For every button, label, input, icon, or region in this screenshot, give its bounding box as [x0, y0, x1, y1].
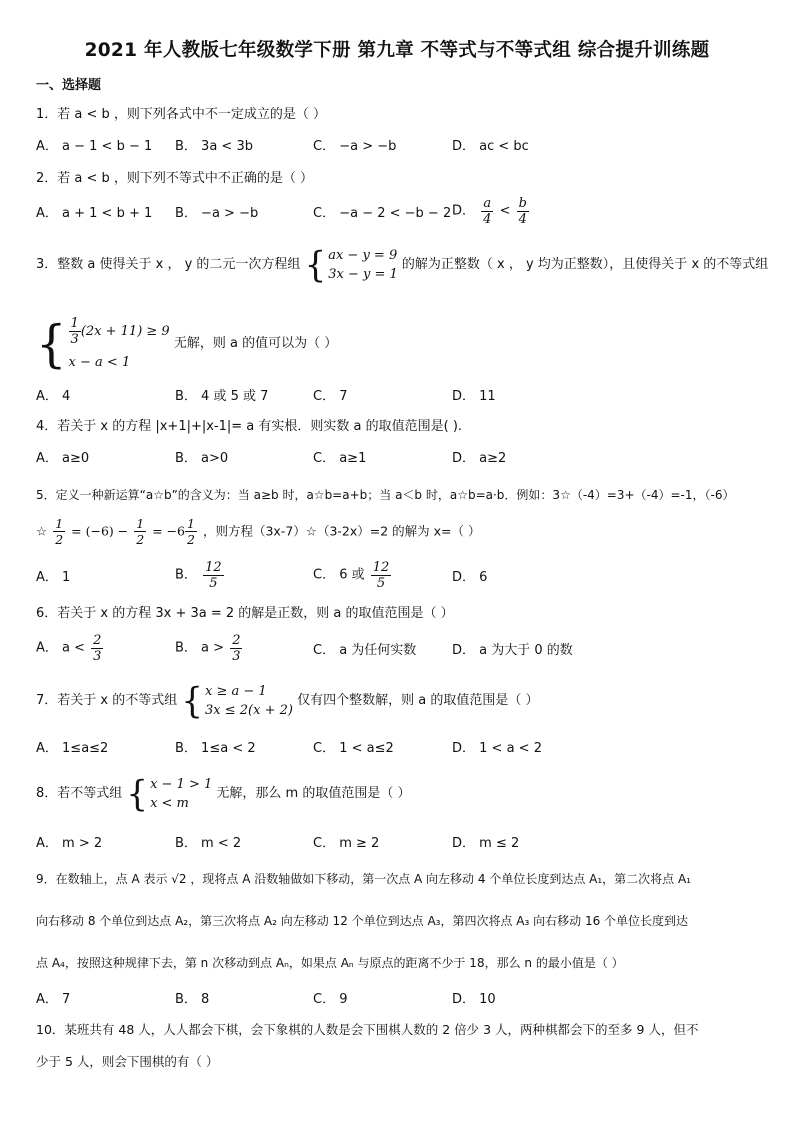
inequality-2: x − a < 1	[68, 355, 131, 370]
q8-option-b: B． m < 2	[175, 836, 242, 851]
question-10-line-1: 10．某班共有 48 人，人人都会下棋，会下象棋的人数是会下围棋人数的 2 倍少 3 人，两种棋都会下的至多 9 人，但不	[36, 1022, 699, 1037]
q6-option-b-label: B． a >	[175, 640, 225, 656]
q7-option-b: B． 1≤a < 2	[175, 741, 256, 756]
denominator: 5	[376, 576, 386, 591]
inequality-2: x < m	[150, 796, 189, 811]
question-5-line-1: 5．定义一种新运算“a☆b”的含义为：当 a≥b 时，a☆b=a+b；当 a＜b 时，a☆b=a·b．例如：3☆（-4）=3+（-4）=-1，（-6）	[36, 488, 735, 502]
inequality-1: x ≥ a − 1	[205, 684, 267, 699]
page-title: 2021 年人教版七年级数学下册 第九章 不等式与不等式组 综合提升训练题	[84, 40, 710, 61]
q3-option-c: C． 7	[313, 389, 348, 404]
q9-option-b: B． 8	[175, 992, 210, 1007]
q3-option-a: A． 4	[36, 389, 71, 404]
equation-1: ax − y = 9	[328, 248, 398, 263]
q6-option-a-label: A． a <	[36, 640, 86, 656]
denominator: 5	[209, 576, 218, 591]
equation-system	[305, 246, 398, 284]
question-10-line-2: 少于 5 人，则会下围棋的有（ ）	[36, 1054, 219, 1069]
question-7	[36, 682, 538, 720]
numerator: 12	[205, 560, 222, 575]
q8-option-a: A． m > 2	[36, 836, 103, 851]
numerator: 12	[372, 560, 390, 575]
q9-option-c: C． 9	[313, 992, 348, 1007]
denominator: 2	[136, 532, 145, 547]
numerator: 1	[136, 516, 145, 531]
expression: = (−6) −	[71, 523, 129, 539]
inequality-1: x − 1 > 1	[150, 777, 213, 792]
q3-text-2: 的解为正整数（ x ， y 均为正整数），且使得关于 x 的不等式组	[401, 257, 769, 272]
fraction	[185, 516, 197, 547]
fraction	[53, 516, 65, 547]
q1-option-b: B． 3a < 3b	[175, 139, 253, 154]
left-brace: {	[126, 773, 149, 815]
question-5-line-2	[36, 516, 481, 547]
denominator: 4	[483, 212, 492, 227]
q5-option-a: A． 1	[36, 570, 71, 585]
q2-option-c: C． −a − 2 < −b − 2	[313, 206, 452, 221]
q3-option-b: B． 4 或 5 或 7	[175, 389, 269, 404]
q5-text: ，则方程（3x-7）☆（3-2x）=2 的解为 x=（ ）	[202, 523, 481, 539]
denominator: 2	[187, 532, 195, 547]
question-3-line-1	[36, 246, 768, 284]
star-operator: ☆	[36, 523, 48, 539]
q5-option-b-label: B．	[175, 567, 197, 583]
q4-option-a: A． a≥0	[36, 451, 90, 466]
inequality-2: 3x ≤ 2(x + 2)	[205, 703, 293, 718]
fraction	[91, 633, 103, 664]
numerator: 2	[93, 633, 102, 648]
q7-option-a: A． 1≤a≤2	[36, 741, 109, 756]
q2-option-a: A． a + 1 < b + 1	[36, 206, 153, 221]
numerator: 1	[70, 316, 79, 331]
q7-text-1: 7．若关于 x 的不等式组	[36, 693, 178, 708]
q5-option-b	[175, 560, 226, 591]
operator: <	[499, 203, 511, 219]
q5-option-c	[313, 560, 393, 591]
equation-2: 3x − y = 1	[328, 267, 398, 282]
fraction	[481, 196, 493, 227]
q8-text-1: 8．若不等式组	[36, 786, 123, 801]
q2-option-d-label: D．	[452, 203, 476, 219]
q4-option-d: D． a≥2	[452, 451, 507, 466]
q4-option-b: B． a>0	[175, 451, 229, 466]
question-1: 1．若 a < b ，则下列各式中不一定成立的是（ ）	[36, 107, 327, 122]
q7-option-d: D． 1 < a < 2	[452, 741, 542, 756]
q8-option-c: C． m ≥ 2	[313, 836, 380, 851]
q5-option-d: D． 6	[452, 570, 488, 585]
expression: = −6	[152, 523, 186, 539]
inequality-system	[36, 316, 170, 372]
numerator: a	[483, 196, 492, 211]
question-4: 4．若关于 x 的方程 |x+1|+|x-1|= a 有实根．则实数 a 的取值范围是( ).	[36, 419, 463, 434]
q6-option-a	[36, 633, 105, 664]
q3-option-d: D． 11	[452, 389, 496, 404]
denominator: 3	[93, 649, 102, 664]
question-6: 6．若关于 x 的方程 3x + 3a = 2 的解是正数，则 a 的取值范围是（ ）	[36, 606, 454, 621]
q3-text-3: 无解，则 a 的值可以为（ ）	[173, 336, 338, 351]
q2-option-b: B． −a > −b	[175, 206, 259, 221]
fraction	[517, 196, 529, 227]
q8-text-2: 无解，那么 m 的取值范围是（ ）	[216, 786, 411, 801]
fraction	[69, 316, 81, 347]
inequality-1: (2x + 11) ≥ 9	[80, 324, 170, 339]
inequality-system	[126, 775, 212, 813]
numerator: 1	[55, 516, 64, 531]
q1-option-c: C． −a > −b	[313, 139, 397, 154]
section-heading: 一、选择题	[36, 78, 102, 93]
q2-option-d	[452, 196, 531, 227]
q7-option-c: C． 1 < a≤2	[313, 741, 394, 756]
q5-option-c-label: C． 6 或	[313, 567, 365, 583]
fraction	[134, 516, 146, 547]
left-brace: {	[36, 314, 67, 374]
q9-option-d: D． 10	[452, 992, 496, 1007]
question-3-line-2	[36, 316, 337, 372]
fraction	[203, 560, 224, 591]
fraction	[230, 633, 242, 664]
inequality-system	[181, 682, 293, 720]
left-brace: {	[181, 680, 204, 722]
question-2: 2．若 a < b ，则下列不等式中不正确的是（ ）	[36, 171, 314, 186]
q1-option-a: A． a − 1 < b − 1	[36, 139, 153, 154]
left-brace: {	[304, 244, 327, 286]
q1-option-d: D． ac < bc	[452, 139, 529, 154]
numerator: 1	[187, 516, 195, 531]
question-8	[36, 775, 410, 813]
q9-option-a: A． 7	[36, 992, 71, 1007]
denominator: 4	[518, 212, 527, 227]
fraction	[371, 560, 392, 591]
q3-text-1: 3．整数 a 使得关于 x ， y 的二元一次方程组	[36, 257, 301, 272]
q7-text-2: 仅有四个整数解，则 a 的取值范围是（ ）	[297, 693, 539, 708]
q6-option-c: C． a 为任何实数	[313, 643, 417, 658]
numerator: 2	[232, 633, 241, 648]
numerator: b	[518, 196, 527, 211]
question-9-line-3: 点 A₄，按照这种规律下去，第 n 次移动到点 Aₙ，如果点 Aₙ 与原点的距离不少于 18，那么 n 的最小值是（ ）	[36, 956, 624, 970]
question-9-line-1: 9．在数轴上，点 A 表示 √2 ，现将点 A 沿数轴做如下移动，第一次点 A 向左移动 4 个单位长度到达点 A₁，第二次将点 A₁	[36, 872, 691, 886]
q6-option-d: D． a 为大于 0 的数	[452, 643, 573, 658]
q6-option-b	[175, 633, 244, 664]
denominator: 3	[232, 649, 241, 664]
q4-option-c: C． a≥1	[313, 451, 367, 466]
denominator: 2	[55, 532, 64, 547]
denominator: 3	[70, 332, 79, 347]
q8-option-d: D． m ≤ 2	[452, 836, 520, 851]
question-9-line-2: 向右移动 8 个单位到达点 A₂，第三次将点 A₂ 向左移动 12 个单位到达点 A₃，第四次将点 A₃ 向右移动 16 个单位长度到达	[36, 914, 689, 928]
